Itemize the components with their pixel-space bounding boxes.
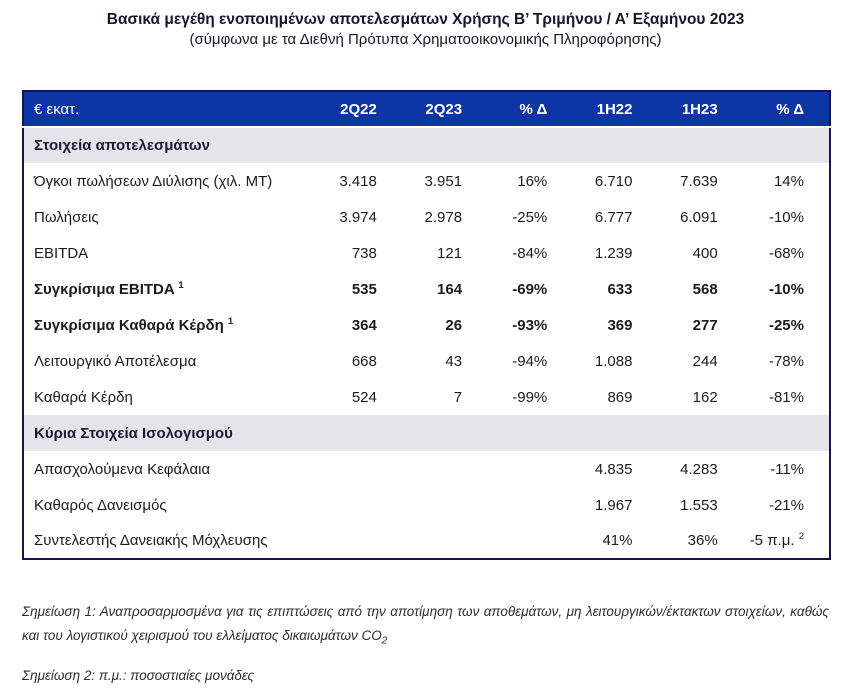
cell-value: -68% <box>768 244 804 262</box>
cell-value: 162 <box>692 388 718 406</box>
cell-value: 4.835 <box>594 460 633 478</box>
cell-value <box>292 451 377 487</box>
table-row <box>23 163 830 199</box>
cell-value: -81% <box>768 388 804 406</box>
cell-value: 16% <box>517 172 548 190</box>
table-row <box>23 487 830 523</box>
cell-value: -69% <box>512 280 548 298</box>
cell-value: -5 π.μ. $^2$ <box>749 531 804 549</box>
cell-value: -93% <box>512 316 548 334</box>
section-header-row <box>23 415 830 451</box>
row-label: EBITDA <box>34 244 89 262</box>
row-label: Πωλήσεις <box>34 208 99 226</box>
cell-value: 1.967 <box>594 496 633 514</box>
cell-value <box>377 523 462 559</box>
cell-value: 1.553 <box>680 496 718 514</box>
footnote: Σημείωση 2: π.μ.: ποσοστιαίες μονάδες <box>22 668 255 683</box>
cell-value <box>292 487 377 523</box>
section-title: Στοιχεία αποτελεσμάτων <box>23 127 830 163</box>
column-header: 2Q22 <box>292 91 377 127</box>
cell-value: 524 <box>351 388 377 406</box>
cell-value: 3.974 <box>339 208 377 226</box>
cell-value <box>292 523 377 559</box>
cell-value: 43 <box>445 352 463 370</box>
cell-value: -78% <box>768 352 804 370</box>
cell-value <box>462 487 547 523</box>
table-row <box>23 199 830 235</box>
page-title: Βασικά μεγέθη ενοποιημένων αποτελεσμάτων Χρήσης Β’ Τριμήνου / Α’ Εξαμήνου 2023 <box>106 11 745 28</box>
cell-value: 6.710 <box>594 172 633 190</box>
cell-value: 1.088 <box>594 352 633 370</box>
row-label: Συγκρίσιμα Καθαρά Κέρδη $^1$ <box>34 315 234 334</box>
cell-value: 41% <box>602 532 633 549</box>
cell-value: -10% <box>768 280 804 298</box>
cell-value: 6.091 <box>680 208 718 226</box>
footnote-ref: 2 <box>798 531 804 542</box>
row-label: Καθαρά Κέρδη <box>34 388 133 406</box>
cell-value: -99% <box>512 388 548 406</box>
cell-value: 7 <box>453 388 463 406</box>
cell-value: 277 <box>692 316 718 334</box>
cell-value <box>377 451 462 487</box>
cell-value: -25% <box>512 208 548 226</box>
cell-value: 369 <box>607 316 633 334</box>
cell-value: 2.978 <box>424 208 463 226</box>
row-label: Καθαρός Δανεισμός <box>34 496 167 514</box>
cell-value: 36% <box>687 532 718 549</box>
column-header: 2Q23 <box>377 91 462 127</box>
cell-value: -21% <box>768 496 804 514</box>
table-header-row <box>23 91 830 127</box>
subscript: 2 <box>381 635 388 647</box>
table-row <box>23 451 830 487</box>
cell-value: -10% <box>768 208 804 226</box>
cell-value: -25% <box>768 316 804 334</box>
section-header-row <box>23 127 830 163</box>
cell-value: 244 <box>692 352 718 370</box>
footnotes <box>22 600 829 688</box>
cell-value <box>462 451 547 487</box>
cell-value <box>462 523 547 559</box>
footnote-ref: 1 <box>178 279 184 291</box>
cell-value: 535 <box>351 280 377 298</box>
row-label: Συγκρίσιμα EBITDA $^1$ <box>34 279 184 298</box>
column-header: 1H23 <box>632 91 717 127</box>
table-row <box>23 271 830 307</box>
cell-value: 4.283 <box>680 460 718 478</box>
cell-value: 738 <box>351 244 377 262</box>
page-subtitle: (σύμφωνα με τα Διεθνή Πρότυπα Χρηματοοικονομικής Πληροφόρησης) <box>189 31 662 48</box>
cell-value: 568 <box>692 280 718 298</box>
table-row <box>23 235 830 271</box>
column-header: % Δ <box>462 91 547 127</box>
cell-value: 14% <box>773 172 804 190</box>
cell-value: 3.951 <box>424 172 463 190</box>
cell-value: -84% <box>512 244 548 262</box>
cell-value: 633 <box>607 280 633 298</box>
column-header: 1H22 <box>547 91 632 127</box>
table-body <box>23 127 830 559</box>
cell-value: 26 <box>445 316 463 334</box>
cell-value: 3.418 <box>339 172 377 190</box>
unit-label: € εκατ. <box>23 91 292 127</box>
cell-value: 7.639 <box>680 172 718 190</box>
cell-value: 869 <box>607 388 633 406</box>
cell-value: 364 <box>351 316 377 334</box>
cell-value: -94% <box>512 352 548 370</box>
cell-value: 1.239 <box>594 244 633 262</box>
cell-value <box>377 487 462 523</box>
row-label: Συντελεστής Δανειακής Μόχλευσης <box>34 532 268 549</box>
column-header: % Δ <box>718 91 830 127</box>
table-row <box>23 523 830 559</box>
table-row <box>23 379 830 415</box>
table-row <box>23 307 830 343</box>
cell-value: 668 <box>351 352 377 370</box>
table-row <box>23 343 830 379</box>
cell-value: 164 <box>437 280 463 298</box>
footnote: Σημείωση 1: Αναπροσαρμοσμένα για τις επιπτώσεις από την αποτίμηση των αποθεμάτων, μη λειτουργικών/έκτακτων στοιχείων, καθώς και του λογιστικού χειρισμού του ελλείματος δικαιωμάτων $CO_2$ <box>22 604 829 647</box>
section-title: Κύρια Στοιχεία Ισολογισμού <box>23 415 830 451</box>
cell-value: 6.777 <box>594 208 633 226</box>
footnote-ref: 1 <box>227 315 234 327</box>
row-label: Λειτουργικό Αποτέλεσμα <box>34 352 197 370</box>
row-label: Όγκοι πωλήσεων Διύλισης (χιλ. MT) <box>34 172 273 190</box>
cell-value: -11% <box>770 460 804 478</box>
row-label: Απασχολούμενα Κεφάλαια <box>34 460 211 478</box>
cell-value: 400 <box>692 244 718 262</box>
cell-value: 121 <box>437 244 463 262</box>
results-table <box>22 90 831 560</box>
title-block <box>0 0 851 50</box>
